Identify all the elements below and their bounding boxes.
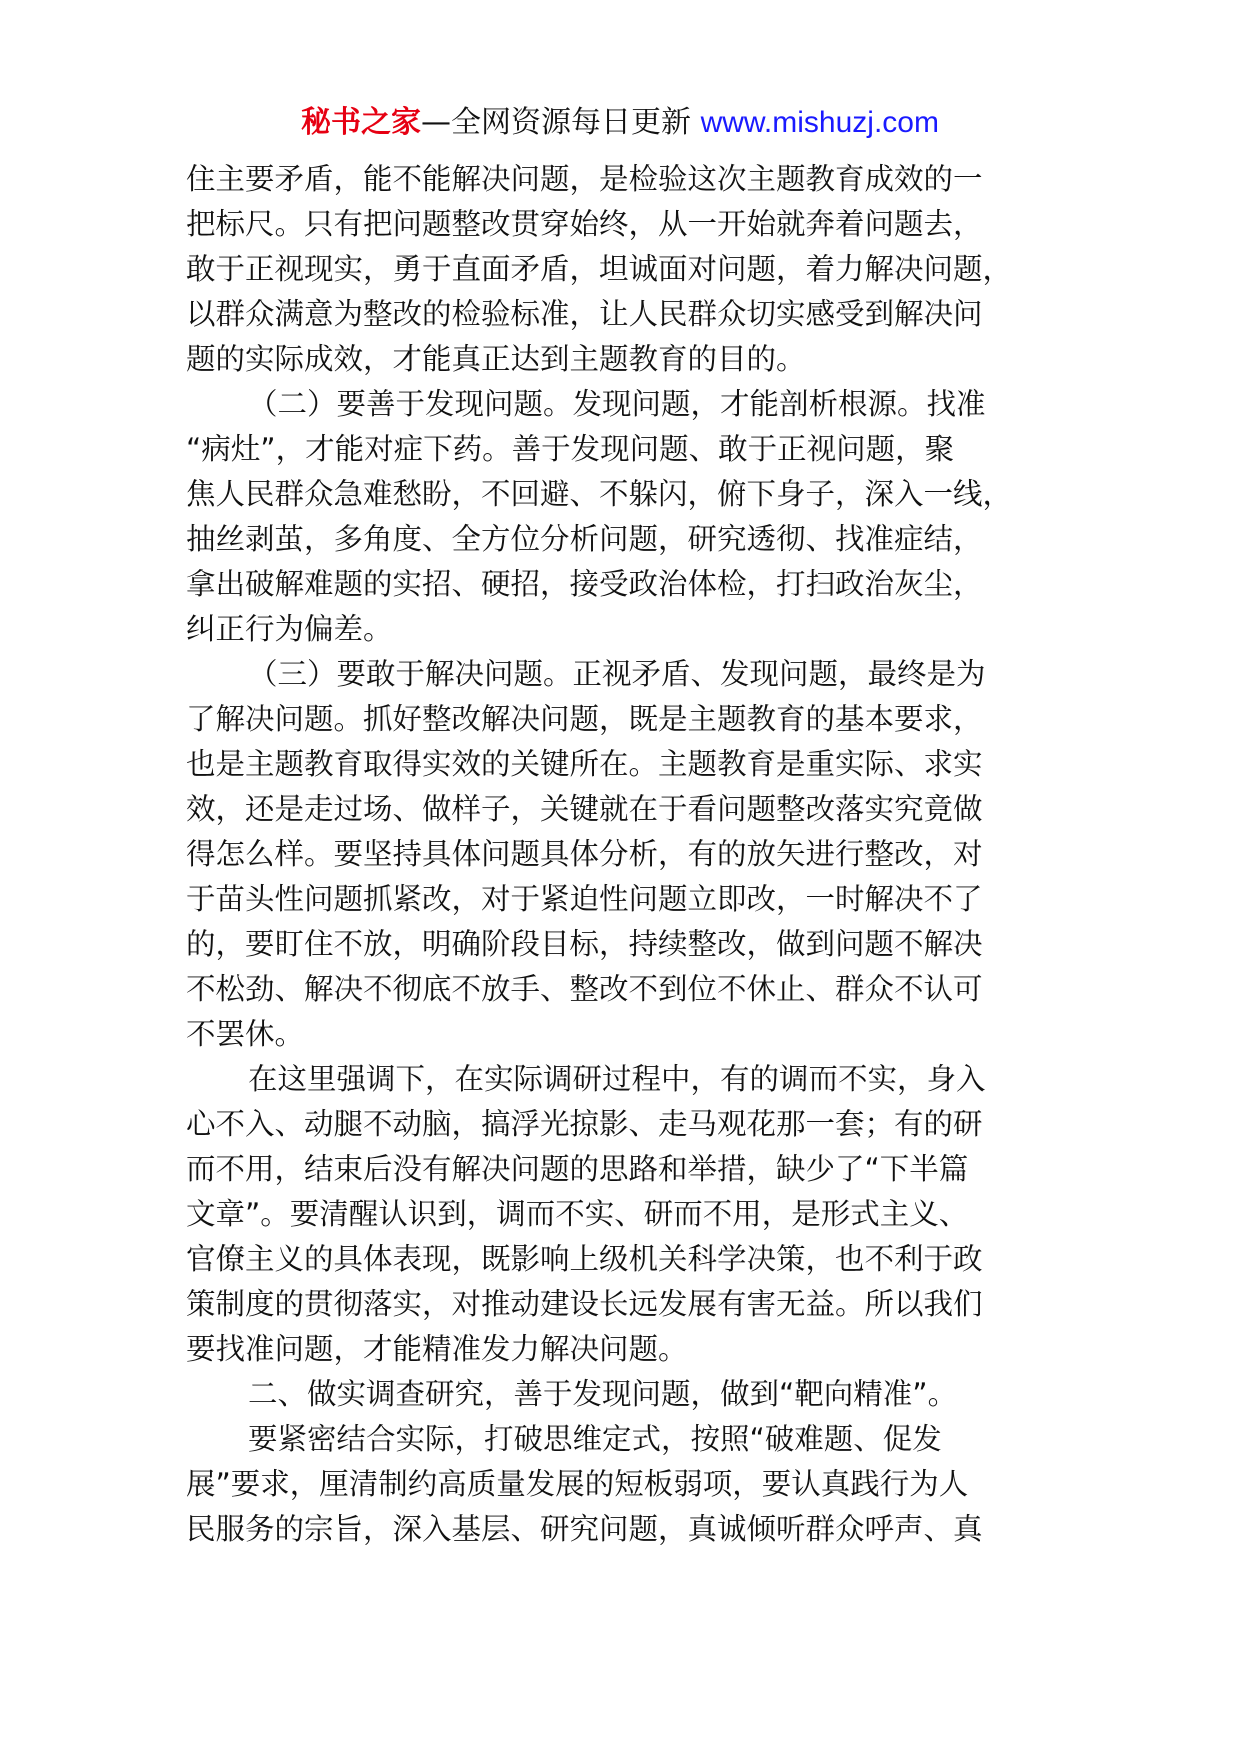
text-line: 要找准问题，才能精准发力解决问题。: [186, 1332, 688, 1366]
text-line: 文章”。要清醒认识到，调而不实、研而不用，是形式主义、: [186, 1197, 969, 1231]
text-line: 敢于正视现实，勇于直面矛盾，坦诚面对问题，着力解决问题，: [186, 252, 1013, 286]
text-line: 展”要求，厘清制约高质量发展的短板弱项，要认真践行为人: [186, 1467, 969, 1501]
text-line: 焦人民群众急难愁盼，不回避、不躲闪，俯下身子，深入一线，: [186, 477, 1013, 511]
text-line: 官僚主义的具体表现，既影响上级机关科学决策，也不利于政: [186, 1242, 983, 1276]
text-line: 也是主题教育取得实效的关键所在。主题教育是重实际、求实: [186, 747, 983, 781]
text-line: 的，要盯住不放，明确阶段目标，持续整改，做到问题不解决: [186, 927, 983, 961]
text-line: 了解决问题。抓好整改解决问题，既是主题教育的基本要求，: [186, 702, 983, 736]
brand-name: 秘书之家: [301, 105, 422, 140]
text-line: 民服务的宗旨，深入基层、研究问题，真诚倾听群众呼声、真: [186, 1512, 983, 1546]
text-line: 得怎么样。要坚持具体问题具体分析，有的放矢进行整改，对: [186, 837, 983, 871]
site-url-link[interactable]: www.mishuzj.com: [700, 106, 939, 139]
text-line: 要紧密结合实际，打破思维定式，按照“破难题、促发: [248, 1422, 942, 1456]
header-tagline: —全网资源每日更新: [421, 105, 701, 140]
text-line: 抽丝剥茧，多角度、全方位分析问题，研究透彻、找准症结，: [186, 522, 983, 556]
text-line: 拿出破解难题的实招、硬招，接受政治体检，打扫政治灰尘，: [186, 567, 983, 601]
text-line: 住主要矛盾，能不能解决问题，是检验这次主题教育成效的一: [186, 162, 983, 196]
text-line: 而不用，结束后没有解决问题的思路和举措，缺少了“下半篇: [186, 1152, 969, 1186]
text-line: 心不入、动腿不动脑，搞浮光掠影、走马观花那一套；有的研: [186, 1107, 983, 1141]
text-line: “病灶”，才能对症下药。善于发现问题、敢于正视问题，聚: [186, 432, 955, 466]
text-line: 于苗头性问题抓紧改，对于紧迫性问题立即改，一时解决不了: [186, 882, 983, 916]
text-line: （二）要善于发现问题。发现问题，才能剖析根源。找准: [248, 387, 986, 421]
text-line: 二、做实调查研究，善于发现问题，做到“靶向精准”。: [248, 1377, 958, 1411]
text-line: 题的实际成效，才能真正达到主题教育的目的。: [186, 342, 806, 376]
text-line: （三）要敢于解决问题。正视矛盾、发现问题，最终是为: [248, 657, 986, 691]
text-line: 在这里强调下，在实际调研过程中，有的调而不实，身入: [248, 1062, 986, 1096]
page-header: [0, 100, 1240, 146]
text-line: 纠正行为偏差。: [186, 612, 393, 646]
text-line: 以群众满意为整改的检验标准，让人民群众切实感受到解决问: [186, 297, 983, 331]
text-line: 不罢休。: [186, 1017, 305, 1051]
text-line: 效，还是走过场、做样子，关键就在于看问题整改落实究竟做: [186, 792, 983, 826]
document-body: [186, 157, 1066, 1552]
text-line: 把标尺。只有把问题整改贯穿始终，从一开始就奔着问题去，: [186, 207, 983, 241]
text-line: 策制度的贯彻落实，对推动建设长远发展有害无益。所以我们: [186, 1287, 983, 1321]
text-line: 不松劲、解决不彻底不放手、整改不到位不休止、群众不认可: [186, 972, 983, 1006]
